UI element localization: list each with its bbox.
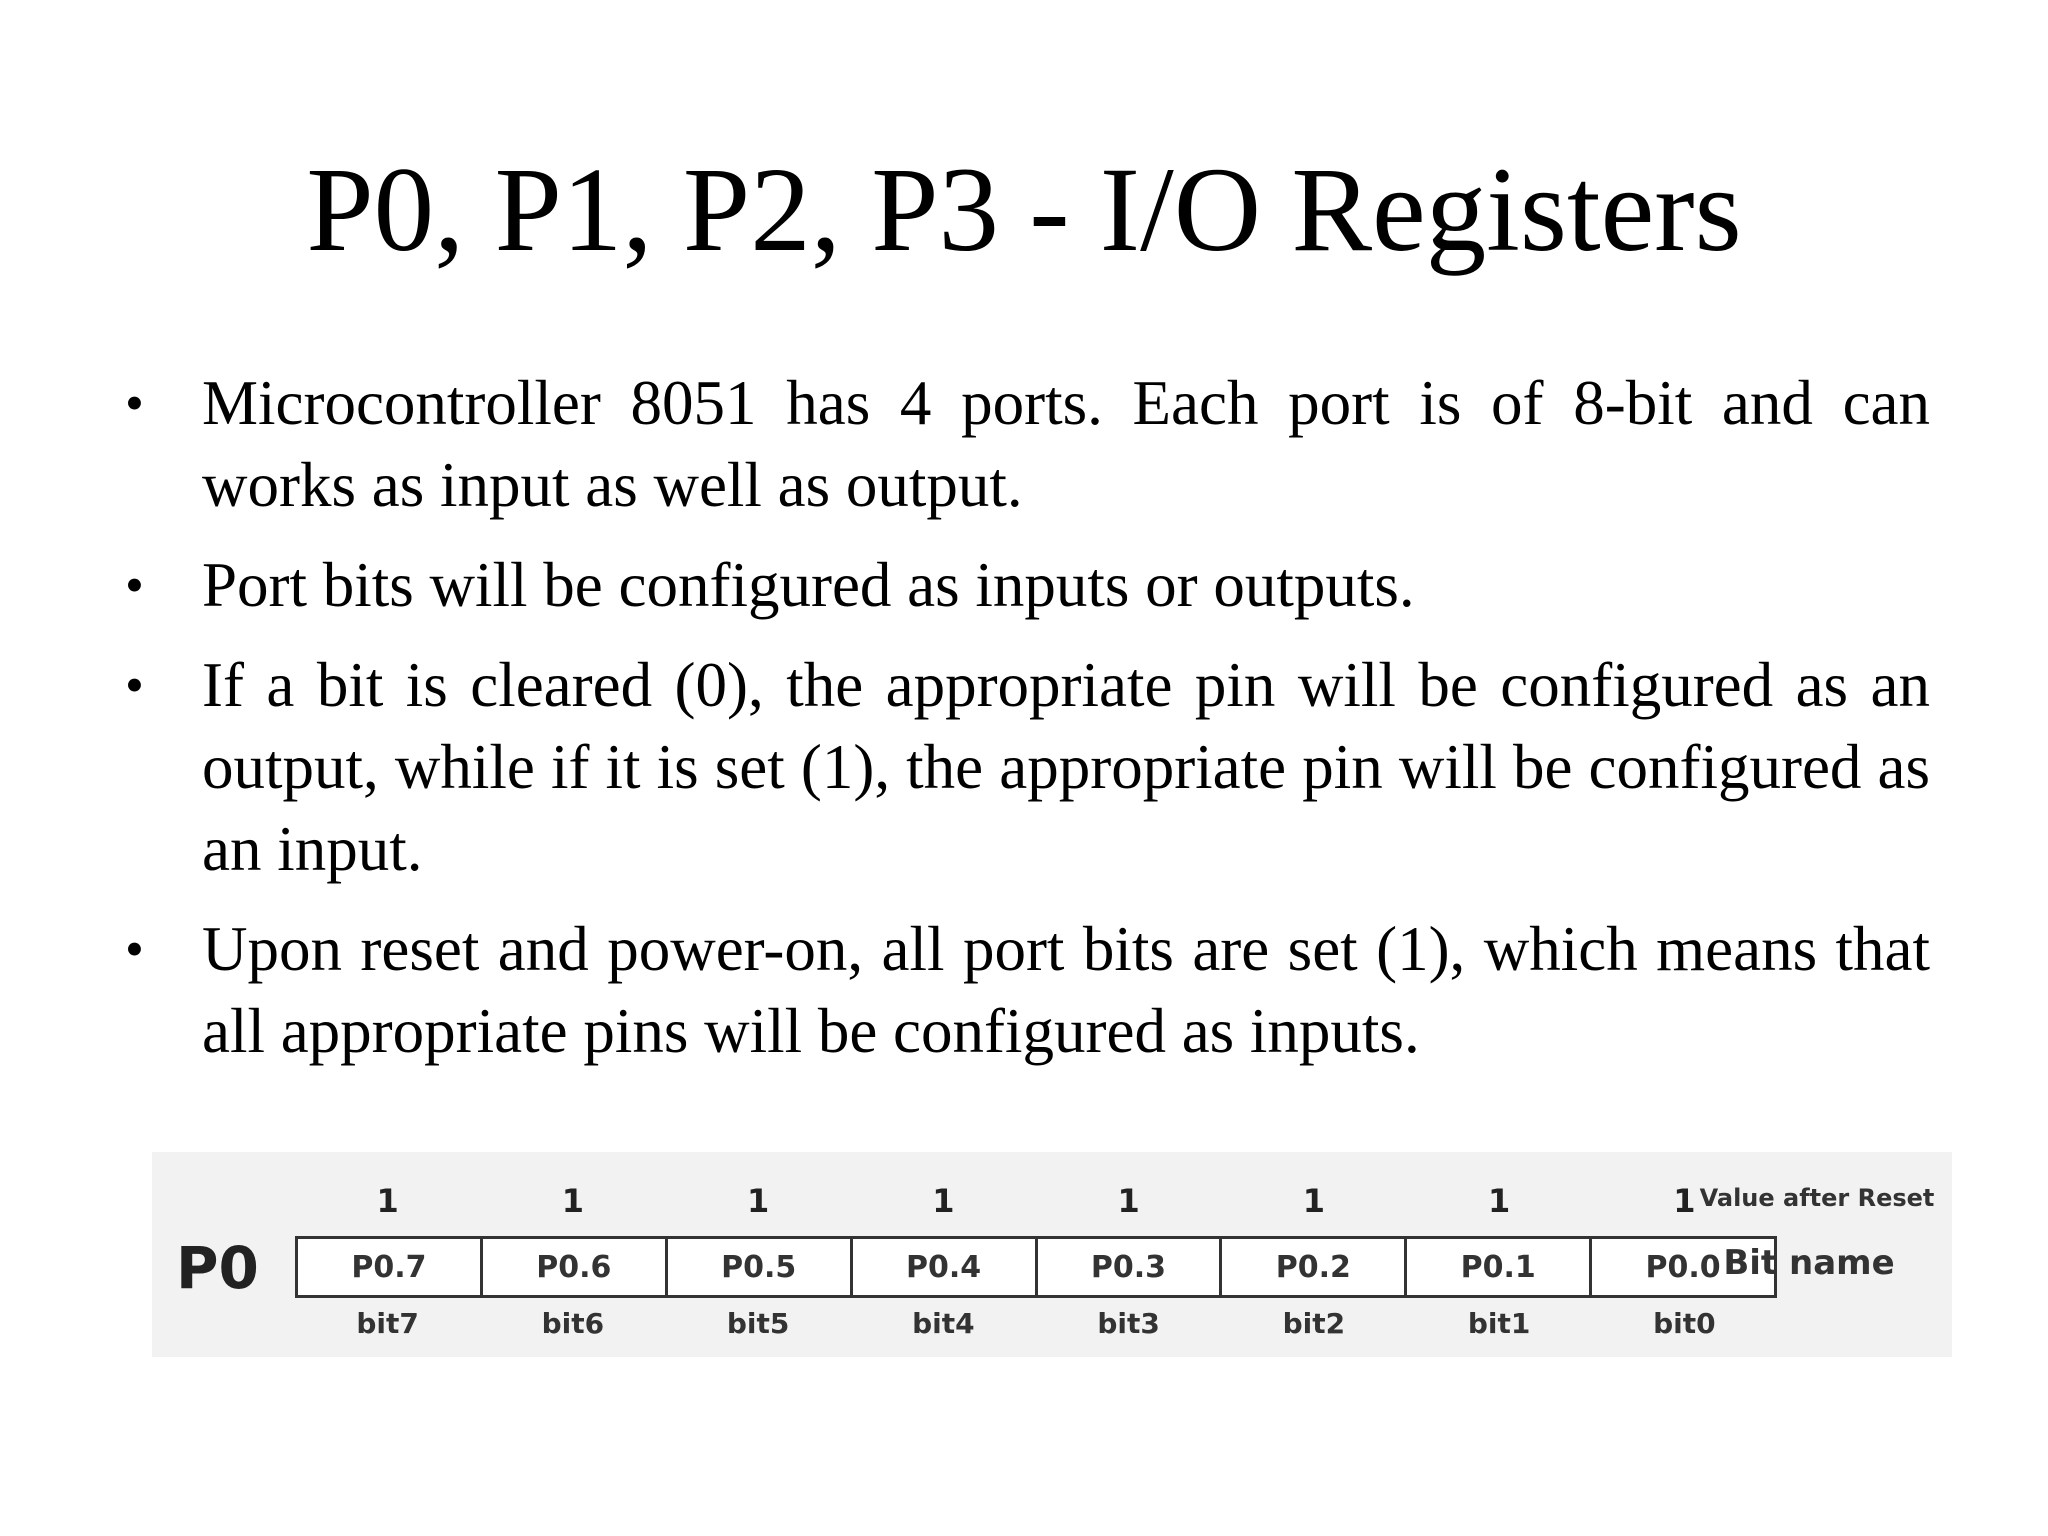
bit-name-cell: P0.1 <box>1407 1239 1592 1295</box>
bit-name-cell: P0.4 <box>853 1239 1038 1295</box>
reset-value: 1 <box>932 1182 955 1220</box>
bit-number: bit4 <box>912 1307 975 1340</box>
reset-value: 1 <box>1487 1182 1511 1220</box>
reset-value: 1 <box>376 1182 399 1220</box>
register-name: P0 <box>176 1234 259 1302</box>
reset-values-row <box>295 1182 1777 1222</box>
bit-number: bit1 <box>1467 1307 1531 1340</box>
bullet-item <box>120 908 1930 1072</box>
bit-number: bit5 <box>726 1307 790 1340</box>
bit-name-cell: P0.2 <box>1222 1239 1407 1295</box>
legend-reset-label: Value after Reset <box>1699 1184 1935 1212</box>
bit-name-cell: P0.3 <box>1038 1239 1223 1295</box>
bit-name-cell: P0.6 <box>483 1239 668 1295</box>
bit-name-cell: P0.0 <box>1645 1249 1721 1285</box>
reset-value: 1 <box>1673 1182 1696 1220</box>
bullet-item <box>120 644 1930 890</box>
bullet-marker: • <box>125 555 144 615</box>
bullet-text: Upon reset and power-on, all port bits are set (1), which means that all appropriate pins will be configured as inputs. <box>202 914 1930 1066</box>
register-diagram <box>152 1152 1952 1357</box>
bit-number: bit0 <box>1653 1307 1716 1340</box>
bit-name-cell: P0.7 <box>298 1239 483 1295</box>
bullet-marker: • <box>125 919 144 979</box>
slide-title: P0, P1, P2, P3 - I/O Registers <box>306 143 1742 277</box>
reset-value: 1 <box>1117 1182 1140 1220</box>
reset-value: 1 <box>1302 1182 1325 1220</box>
register-bit-table <box>295 1236 1777 1298</box>
bullet-item <box>120 544 1930 626</box>
bullet-marker: • <box>125 655 144 715</box>
bit-number: bit6 <box>541 1307 605 1340</box>
bit-number: bit2 <box>1282 1307 1346 1340</box>
bullet-text: Microcontroller 8051 has 4 ports. Each port is of 8-bit and can works as input as well as output. <box>202 368 1930 520</box>
bit-number: bit3 <box>1097 1307 1160 1340</box>
legend-bit-name-label: Bit name <box>1723 1243 1895 1283</box>
bullet-list <box>120 362 1930 1090</box>
reset-value: 1 <box>561 1182 584 1220</box>
bullet-marker: • <box>125 373 144 433</box>
bit-name-cell: P0.5 <box>668 1239 853 1295</box>
bullet-text: Port bits will be configured as inputs or outputs. <box>202 550 1415 620</box>
bit-number: bit7 <box>356 1307 419 1340</box>
bit-numbers-row <box>295 1307 1777 1347</box>
bullet-item <box>120 362 1930 526</box>
reset-value: 1 <box>746 1182 770 1220</box>
bullet-text: If a bit is cleared (0), the appropriate pin will be configured as an output, while if it is set (1), the appropriate pin will be configured as an input. <box>202 650 1930 884</box>
